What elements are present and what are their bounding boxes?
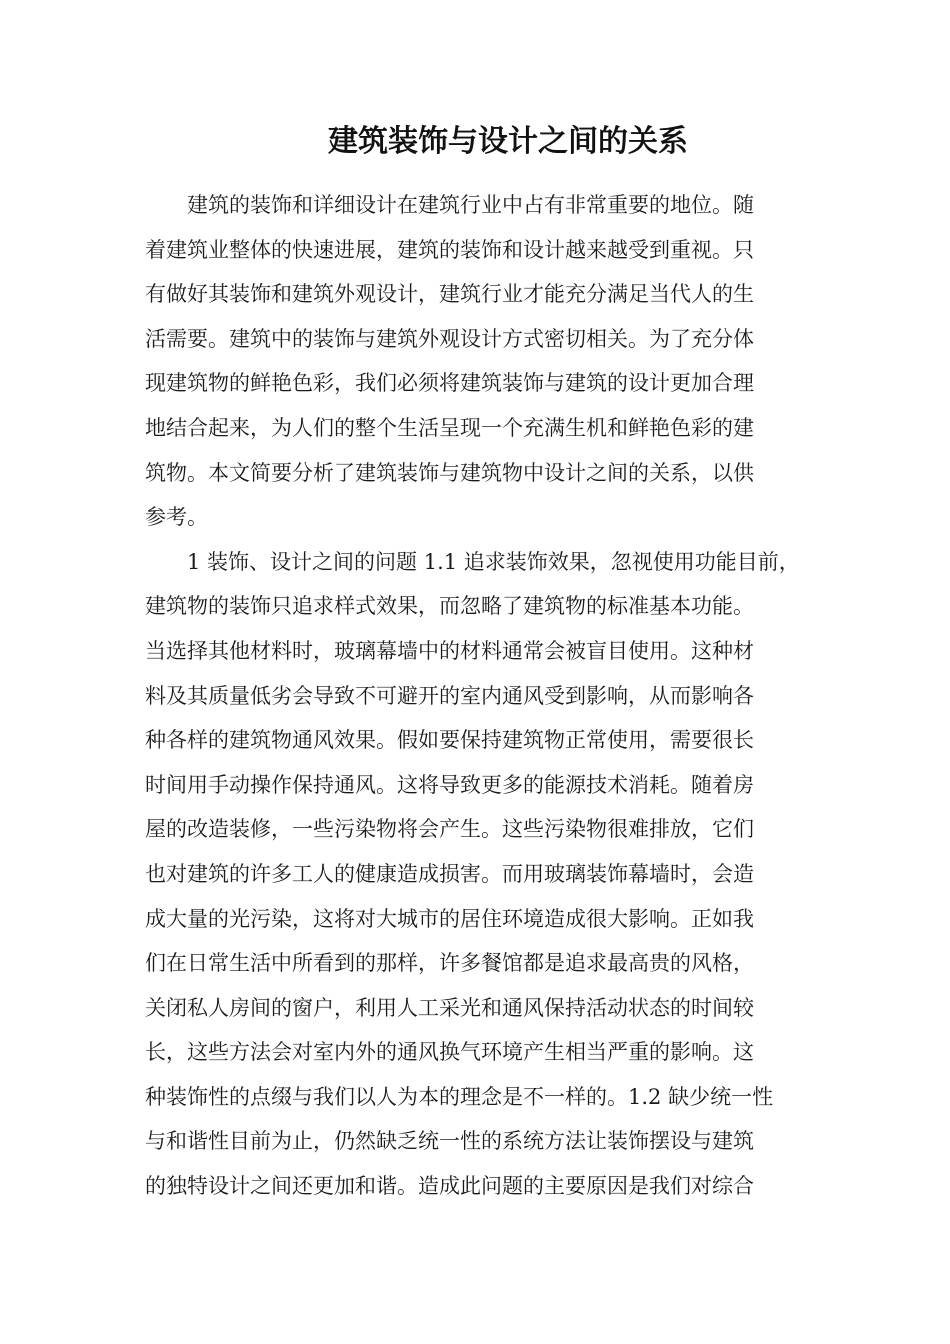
text-line: 着建筑业整体的快速进展，建筑的装饰和设计越来越受到重视。只 (145, 237, 754, 262)
text-line: 与和谐性目前为止，仍然缺乏统一性的系统方法让装饰摆设与建筑 (145, 1129, 754, 1154)
text-line: 活需要。建筑中的装饰与建筑外观设计方式密切相关。为了充分体 (145, 326, 754, 351)
text-line: 建筑物的装饰只追求样式效果，而忽略了建筑物的标准基本功能。 (145, 594, 754, 619)
text-line: 种各样的建筑物通风效果。假如要保持建筑物正常使用，需要很长 (145, 728, 754, 753)
text-line: 有做好其装饰和建筑外观设计，建筑行业才能充分满足当代人的生 (145, 282, 754, 307)
text-line: 时间用手动操作保持通风。这将导致更多的能源技术消耗。随着房 (145, 772, 754, 797)
text-line: 长，这些方法会对室内外的通风换气环境产生相当严重的影响。这 (145, 1040, 754, 1065)
text-line: 当选择其他材料时，玻璃幕墙中的材料通常会被盲目使用。这种材 (145, 638, 754, 663)
text-line: 的独特设计之间还更加和谐。造成此问题的主要原因是我们对综合 (145, 1174, 754, 1199)
text-line: 筑物。本文简要分析了建筑装饰与建筑物中设计之间的关系，以供 (145, 460, 754, 485)
text-line: 参考。 (145, 505, 208, 530)
text-line: 1 装饰、设计之间的问题 1.1 追求装饰效果，忽视使用功能目前， (187, 549, 800, 574)
text-line: 建筑的装饰和详细设计在建筑行业中占有非常重要的地位。随 (187, 193, 754, 217)
text-line: 现建筑物的鲜艳色彩，我们必须将建筑装饰与建筑的设计更加合理 (145, 371, 754, 396)
text-line: 屋的改造装修，一些污染物将会产生。这些污染物很难排放，它们 (145, 817, 754, 842)
text-line: 也对建筑的许多工人的健康造成损害。而用玻璃装饰幕墙时，会造 (145, 861, 754, 886)
document-body (145, 183, 815, 1209)
text-line: 关闭私人房间的窗户，利用人工采光和通风保持活动状态的时间较 (145, 995, 754, 1020)
text-line: 成大量的光污染，这将对大城市的居住环境造成很大影响。正如我 (145, 906, 754, 931)
text-line: 料及其质量低劣会导致不可避开的室内通风受到影响，从而影响各 (145, 683, 754, 708)
text-line: 们在日常生活中所看到的那样，许多餐馆都是追求最高贵的风格， (145, 951, 754, 976)
text-line: 地结合起来，为人们的整个生活呈现一个充满生机和鲜艳色彩的建 (145, 415, 754, 440)
text-line: 种装饰性的点缀与我们以人为本的理念是不一样的。1.2 缺少统一性 (145, 1084, 774, 1109)
document-title: 建筑装饰与设计之间的关系 (328, 124, 688, 159)
